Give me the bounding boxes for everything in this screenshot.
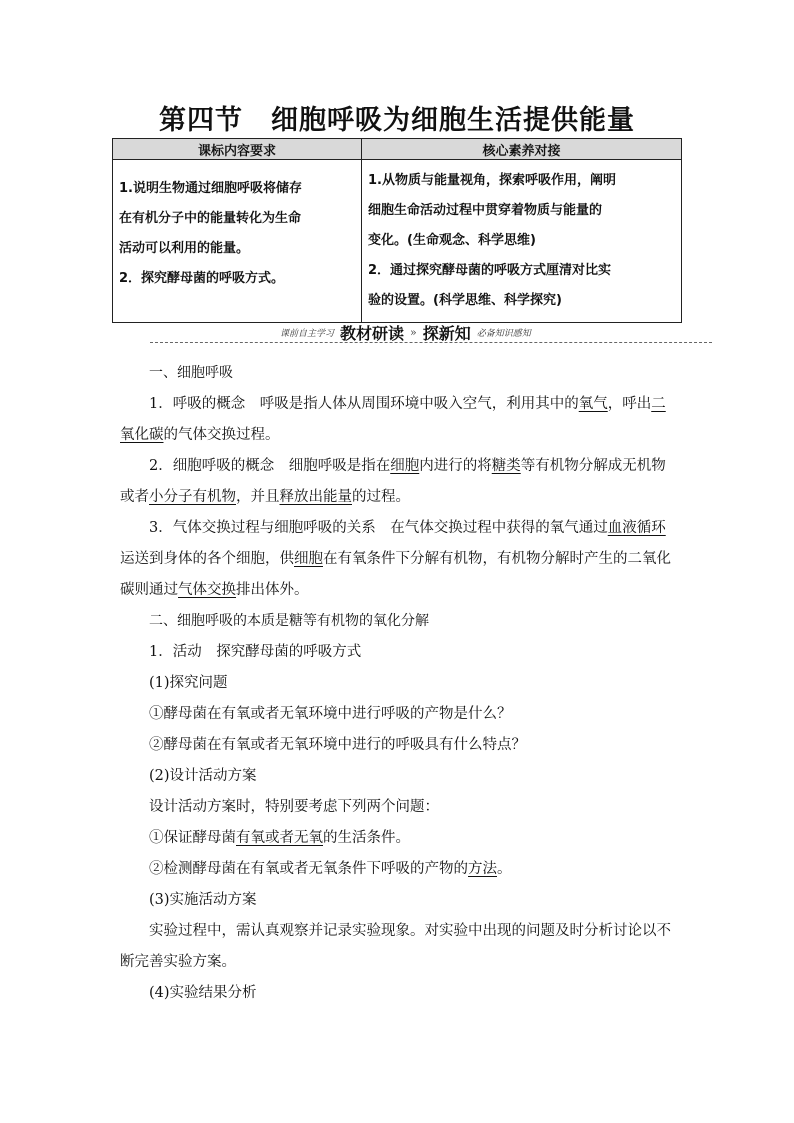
question-item: ②酵母菌在有氧或者无氧环境中进行的呼吸具有什么特点？	[149, 737, 526, 753]
standards-line: 活动可以利用的能量。	[119, 241, 250, 256]
table-header-competencies: 核心素养对接	[362, 139, 682, 160]
design-item	[120, 823, 680, 854]
underlined-answer: 细胞	[390, 458, 420, 474]
design-item	[120, 854, 680, 885]
banner-title-part2: 探新知	[422, 323, 471, 343]
text: ②检测酵母菌在有氧或者无氧条件下呼吸的产物的	[149, 861, 468, 877]
text: 等有机物分解成无机物或者	[120, 458, 666, 505]
underlined-answer: 有氧或者无氧	[236, 830, 323, 846]
text: 在气体交换过程中获得的氧气通过	[375, 520, 608, 536]
double-chevron-icon: »	[410, 325, 417, 339]
text: 排出体外。	[236, 582, 309, 598]
underlined-answer: 氧气	[578, 396, 608, 412]
competencies-line: 1.从物质与能量视角，探索呼吸作用，阐明	[368, 173, 616, 188]
competencies-line: 细胞生命活动过程中贯穿着物质与能量的	[368, 203, 603, 218]
subheading: (1)探究问题	[149, 675, 228, 691]
underlined-answer: 释放出能量	[279, 489, 352, 505]
standards-line: 在有机分子中的能量转化为生命	[119, 211, 302, 226]
subheading: (4)实验结果分析	[149, 985, 257, 1001]
paragraph-cell-respiration-concept	[120, 451, 680, 513]
competencies-cell	[362, 160, 682, 323]
banner-left-caption: 课前自主学习	[280, 328, 335, 339]
text: 。	[497, 861, 512, 877]
section-heading: 一、细胞呼吸	[149, 365, 233, 381]
underlined-answer: 方法	[468, 861, 497, 877]
subheading: 1．活动 探究酵母菌的呼吸方式	[149, 644, 362, 660]
page-title: 第四节 细胞呼吸为细胞生活提供能量	[159, 105, 635, 136]
underlined-answer: 血液循环	[607, 520, 666, 536]
section-heading: 二、细胞呼吸的本质是糖等有机物的氧化分解	[149, 613, 429, 629]
standards-table	[112, 138, 682, 323]
standards-line: 1.说明生物通过细胞呼吸将储存	[119, 181, 302, 196]
text: 的过程。	[352, 489, 410, 505]
paragraph-respiration-concept	[120, 389, 680, 451]
underlined-answer: 糖类	[491, 458, 521, 474]
underlined-answer: 小分子有机物	[149, 489, 236, 505]
text: 的生活条件。	[323, 830, 410, 846]
text: 在有氧条件下分解有机物，有机物分解时产生的二氧化碳则通过	[120, 551, 671, 598]
competencies-line: 2．通过探究酵母菌的呼吸方式厘清对比实	[368, 263, 612, 278]
section-banner	[150, 322, 712, 346]
standards-cell	[113, 160, 362, 323]
text: ①保证酵母菌	[149, 830, 236, 846]
competencies-line: 变化。(生命观念、科学思维)	[368, 233, 536, 248]
main-content	[120, 358, 680, 1009]
text: ，呼出	[607, 396, 652, 412]
text: 呼吸是指人体从周围环境中吸入空气，利用其中的	[245, 396, 579, 412]
table-header-standards: 课标内容要求	[113, 139, 362, 160]
underlined-answer: 细胞	[294, 551, 323, 567]
text: 内进行的将	[419, 458, 492, 474]
subheading: (3)实施活动方案	[149, 892, 257, 908]
text: 运送到身体的各个细胞，供	[120, 551, 294, 567]
subheading: (2)设计活动方案	[149, 768, 257, 784]
paragraph-relationship	[120, 513, 680, 606]
question-item: ①酵母菌在有氧或者无氧环境中进行呼吸的产物是什么？	[149, 706, 512, 722]
text: ，并且	[236, 489, 280, 505]
paragraph: 设计活动方案时，特别要考虑下列两个问题：	[149, 799, 439, 815]
paragraph-label: 2．细胞呼吸的概念	[149, 458, 275, 474]
underlined-answer: 二氧化碳	[120, 396, 666, 443]
text: 的气体交换过程。	[163, 427, 280, 443]
paragraph: 实验过程中，需认真观察并记录实验现象。对实验中出现的问题及时分析讨论以不断完善实验方案。	[120, 923, 671, 970]
paragraph-label: 1．呼吸的概念	[149, 396, 246, 412]
banner-right-caption: 必备知识感知	[476, 328, 531, 339]
standards-line: 2．探究酵母菌的呼吸方式。	[119, 271, 285, 286]
competencies-line: 验的设置。(科学思维、科学探究)	[368, 293, 562, 308]
underlined-answer: 气体交换	[178, 582, 236, 598]
paragraph-label: 3．气体交换过程与细胞呼吸的关系	[149, 520, 376, 536]
banner-title-part1: 教材研读	[340, 323, 405, 343]
text: 细胞呼吸是指在	[274, 458, 391, 474]
